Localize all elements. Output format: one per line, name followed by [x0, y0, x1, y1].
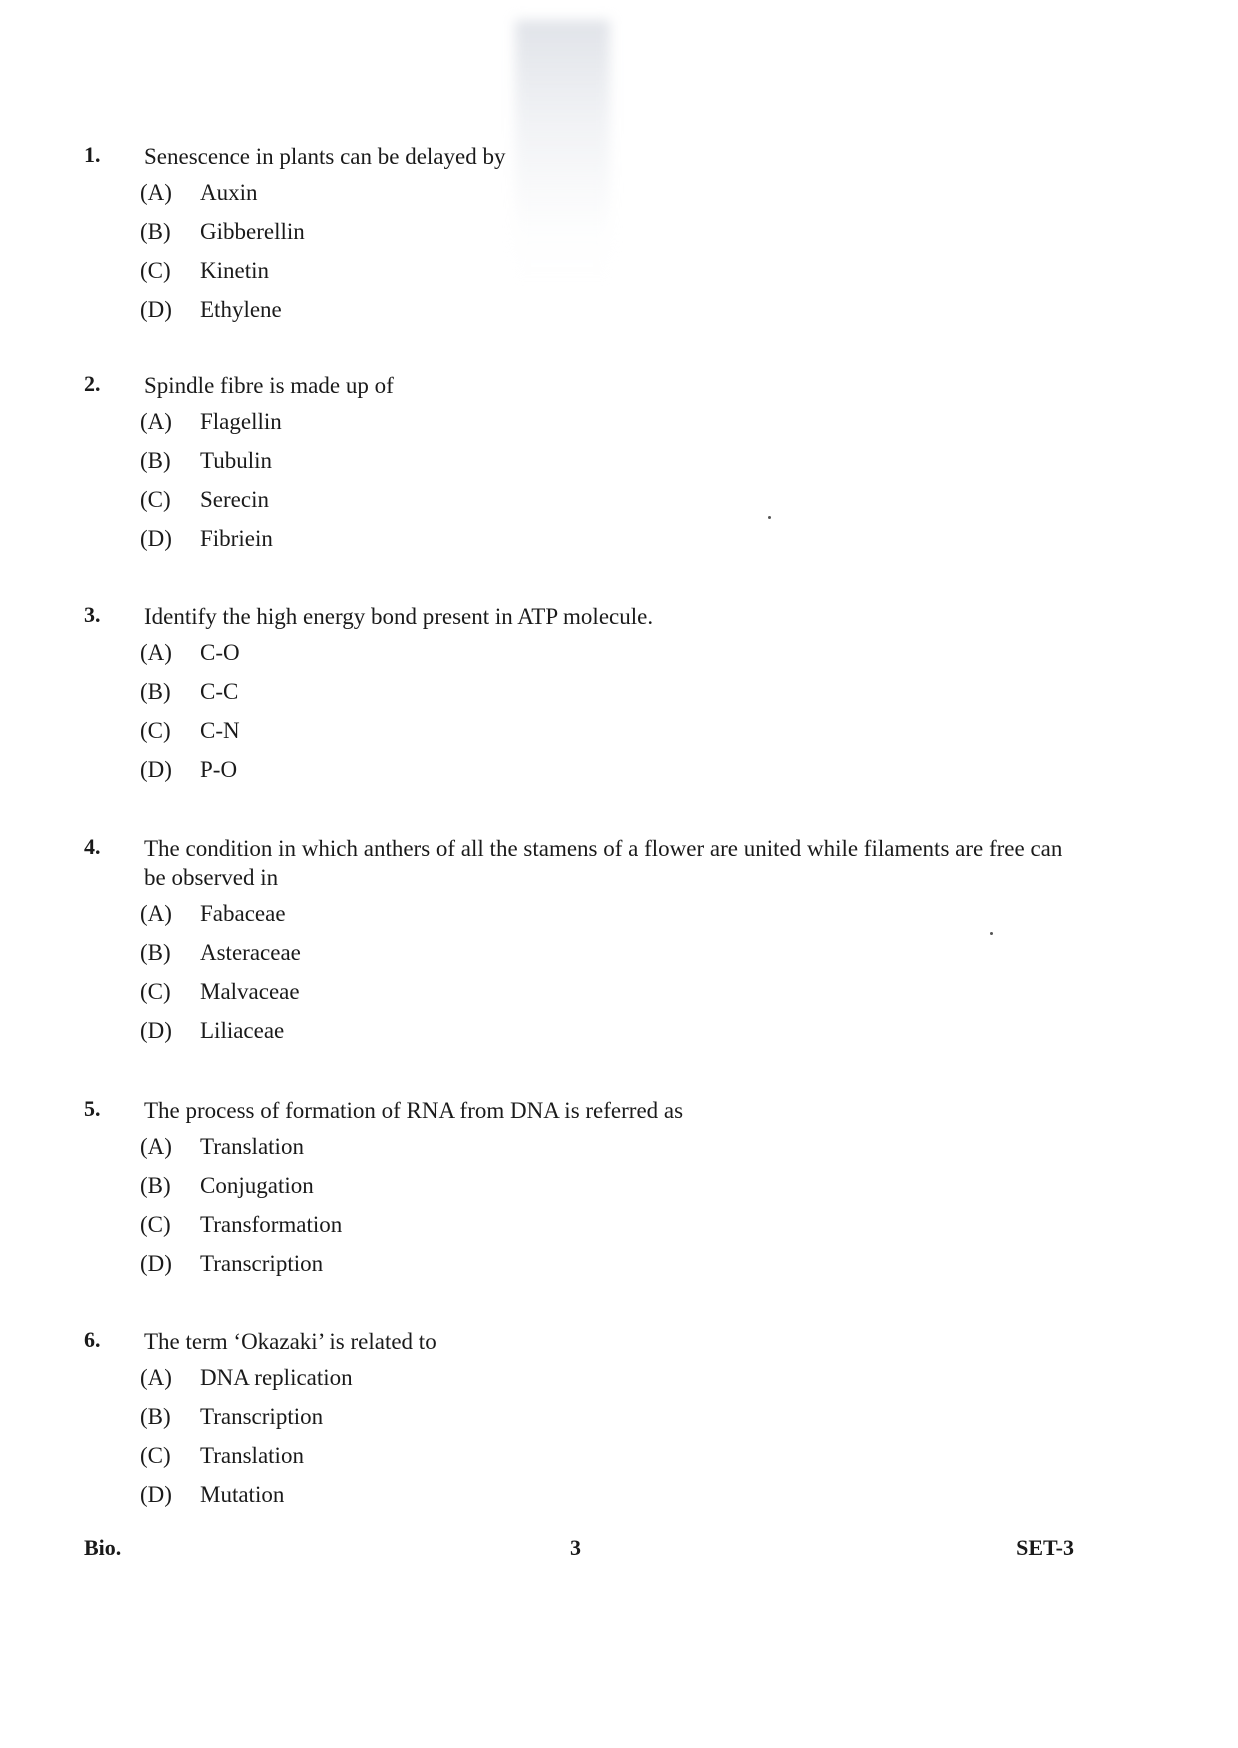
- option-label: (C): [140, 1443, 171, 1468]
- option-text: Malvaceae: [200, 979, 300, 1004]
- option-text: Ethylene: [200, 297, 282, 322]
- option-text: Liliaceae: [200, 1018, 285, 1043]
- option-text: DNA replication: [200, 1365, 353, 1390]
- option-label: (A): [140, 409, 172, 434]
- option-c: [140, 972, 740, 1011]
- options-list: [140, 894, 740, 1050]
- question-text: The process of formation of RNA from DNA is referred as: [144, 1098, 684, 1123]
- question-text: Spindle fibre is made up of: [144, 373, 394, 398]
- option-label: (D): [140, 526, 172, 551]
- question-text: Identify the high energy bond present in ATP molecule.: [144, 604, 654, 629]
- option-d: [140, 750, 740, 789]
- option-text: P-O: [200, 757, 238, 782]
- option-d: [140, 1244, 740, 1283]
- option-text: Conjugation: [200, 1173, 314, 1198]
- option-b: [140, 933, 740, 972]
- options-list: [140, 1127, 740, 1283]
- option-b: [140, 212, 740, 251]
- option-b: [140, 1397, 740, 1436]
- option-label: (B): [140, 448, 171, 473]
- option-a: [140, 1127, 740, 1166]
- speck: [768, 516, 771, 519]
- option-label: (B): [140, 219, 171, 244]
- option-label: (D): [140, 757, 172, 782]
- option-b: [140, 441, 740, 480]
- question-text: Senescence in plants can be delayed by: [144, 144, 506, 169]
- set-code: SET-3: [1016, 1535, 1074, 1560]
- option-d: [140, 290, 740, 329]
- option-label: (A): [140, 180, 172, 205]
- option-label: (C): [140, 487, 171, 512]
- option-label: (D): [140, 1018, 172, 1043]
- option-text: Transcription: [200, 1251, 324, 1276]
- option-label: (A): [140, 640, 172, 665]
- option-text: C-C: [200, 679, 239, 704]
- option-a: [140, 173, 740, 212]
- option-text: Kinetin: [200, 258, 269, 283]
- option-label: (D): [140, 297, 172, 322]
- option-text: Asteraceae: [200, 940, 301, 965]
- option-text: Tubulin: [200, 448, 273, 473]
- option-text: Mutation: [200, 1482, 285, 1507]
- option-d: [140, 1475, 740, 1514]
- option-c: [140, 1436, 740, 1475]
- option-label: (A): [140, 1365, 172, 1390]
- option-d: [140, 519, 740, 558]
- option-label: (B): [140, 1404, 171, 1429]
- option-b: [140, 672, 740, 711]
- question-text: The condition in which anthers of all the stamens of a flower are united while filaments are free can be observed in: [144, 836, 1063, 890]
- speck: [990, 932, 993, 935]
- option-text: Fibriein: [200, 526, 273, 551]
- option-text: Translation: [200, 1134, 304, 1159]
- option-text: Transcription: [200, 1404, 324, 1429]
- option-a: [140, 402, 740, 441]
- option-text: Auxin: [200, 180, 258, 205]
- option-a: [140, 633, 740, 672]
- option-label: (C): [140, 258, 171, 283]
- option-label: (D): [140, 1482, 172, 1507]
- question-number: 5.: [84, 1096, 101, 1121]
- page-number: 3: [570, 1535, 581, 1560]
- option-label: (C): [140, 979, 171, 1004]
- options-list: [140, 1358, 740, 1514]
- option-label: (B): [140, 940, 171, 965]
- subject-code: Bio.: [84, 1535, 122, 1560]
- option-label: (C): [140, 1212, 171, 1237]
- option-text: Gibberellin: [200, 219, 305, 244]
- option-text: Flagellin: [200, 409, 282, 434]
- option-a: [140, 1358, 740, 1397]
- option-text: Serecin: [200, 487, 269, 512]
- question-number: 6.: [84, 1327, 101, 1352]
- options-list: [140, 173, 740, 329]
- question-number: 2.: [84, 371, 101, 396]
- option-b: [140, 1166, 740, 1205]
- option-text: Fabaceae: [200, 901, 286, 926]
- option-text: Transformation: [200, 1212, 343, 1237]
- option-c: [140, 480, 740, 519]
- option-c: [140, 1205, 740, 1244]
- option-text: C-N: [200, 718, 240, 743]
- page-footer: [84, 1535, 1074, 1565]
- option-label: (D): [140, 1251, 172, 1276]
- options-list: [140, 402, 740, 558]
- question-number: 4.: [84, 834, 101, 859]
- question-text: The term ‘Okazaki’ is related to: [144, 1329, 437, 1354]
- option-d: [140, 1011, 740, 1050]
- option-label: (B): [140, 679, 171, 704]
- option-c: [140, 711, 740, 750]
- option-label: (A): [140, 1134, 172, 1159]
- question-number: 3.: [84, 602, 101, 627]
- option-label: (B): [140, 1173, 171, 1198]
- option-c: [140, 251, 740, 290]
- option-label: (A): [140, 901, 172, 926]
- option-text: Translation: [200, 1443, 304, 1468]
- options-list: [140, 633, 740, 789]
- option-label: (C): [140, 718, 171, 743]
- question-number: 1.: [84, 142, 101, 167]
- option-a: [140, 894, 740, 933]
- option-text: C-O: [200, 640, 240, 665]
